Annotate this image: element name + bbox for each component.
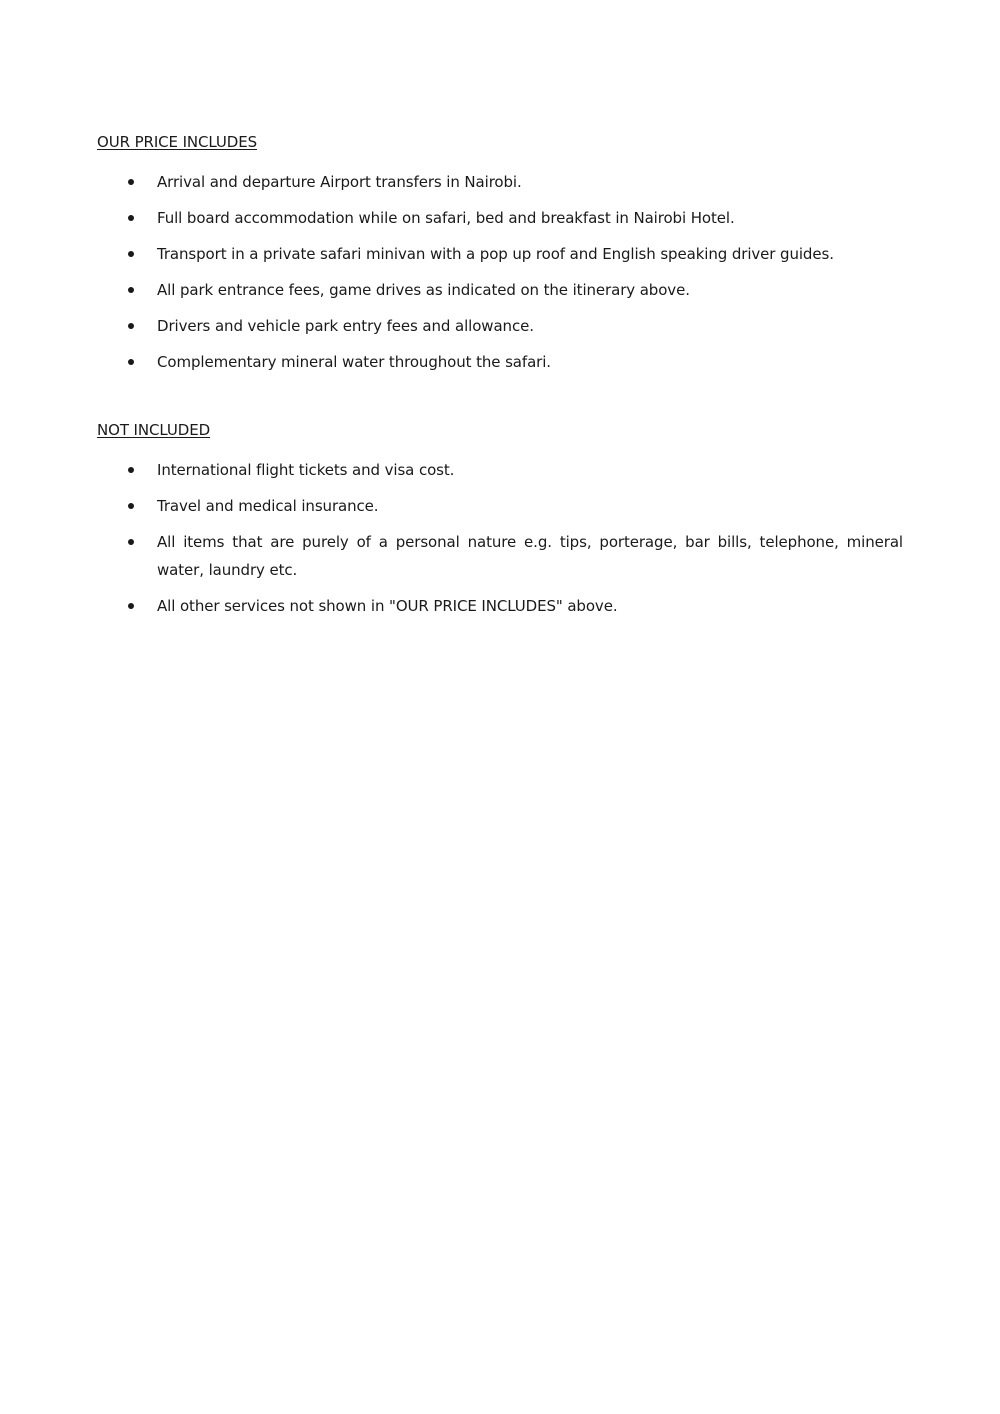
list-item-text: Arrival and departure Airport transfers in Nairobi.: [157, 173, 522, 191]
list-item-text: Drivers and vehicle park entry fees and allowance.: [157, 317, 534, 335]
price-includes-list: [97, 168, 903, 376]
not-included-heading: NOT INCLUDED: [97, 421, 211, 439]
not-included-section: [97, 420, 903, 628]
list-item-text: All park entrance fees, game drives as indicated on the itinerary above.: [157, 281, 690, 299]
list-item: [97, 456, 903, 484]
list-item: [97, 592, 903, 620]
not-included-list: [97, 456, 903, 620]
bullet-icon: [128, 539, 134, 545]
price-includes-section: [97, 132, 903, 384]
list-item: [97, 492, 903, 520]
list-item-text: All other services not shown in "OUR PRICE INCLUDES" above.: [157, 597, 618, 615]
list-item: [97, 168, 903, 196]
price-includes-heading: OUR PRICE INCLUDES: [97, 133, 258, 151]
bullet-icon: [128, 287, 134, 293]
bullet-icon: [128, 179, 134, 185]
list-item-text: Full board accommodation while on safari, bed and breakfast in Nairobi Hotel.: [157, 209, 735, 227]
bullet-icon: [128, 323, 134, 329]
bullet-icon: [128, 603, 134, 609]
list-item-text: Travel and medical insurance.: [157, 497, 379, 515]
bullet-icon: [128, 251, 134, 257]
list-item-text: Transport in a private safari minivan with a pop up roof and English speaking driver guides.: [157, 245, 834, 263]
list-item: [97, 312, 903, 340]
bullet-icon: [128, 503, 134, 509]
list-item-text: All items that are purely of a personal nature e.g. tips, porterage, bar bills, telephone, mineral water, laundry etc.: [157, 533, 903, 579]
list-item: [97, 204, 903, 232]
bullet-icon: [128, 215, 134, 221]
list-item-text: Complementary mineral water throughout the safari.: [157, 353, 551, 371]
list-item: [97, 348, 903, 376]
bullet-icon: [128, 467, 134, 473]
list-item-text: International flight tickets and visa cost.: [157, 461, 455, 479]
list-item: [97, 276, 903, 304]
bullet-icon: [128, 359, 134, 365]
list-item: [97, 528, 903, 584]
list-item: [97, 240, 903, 268]
